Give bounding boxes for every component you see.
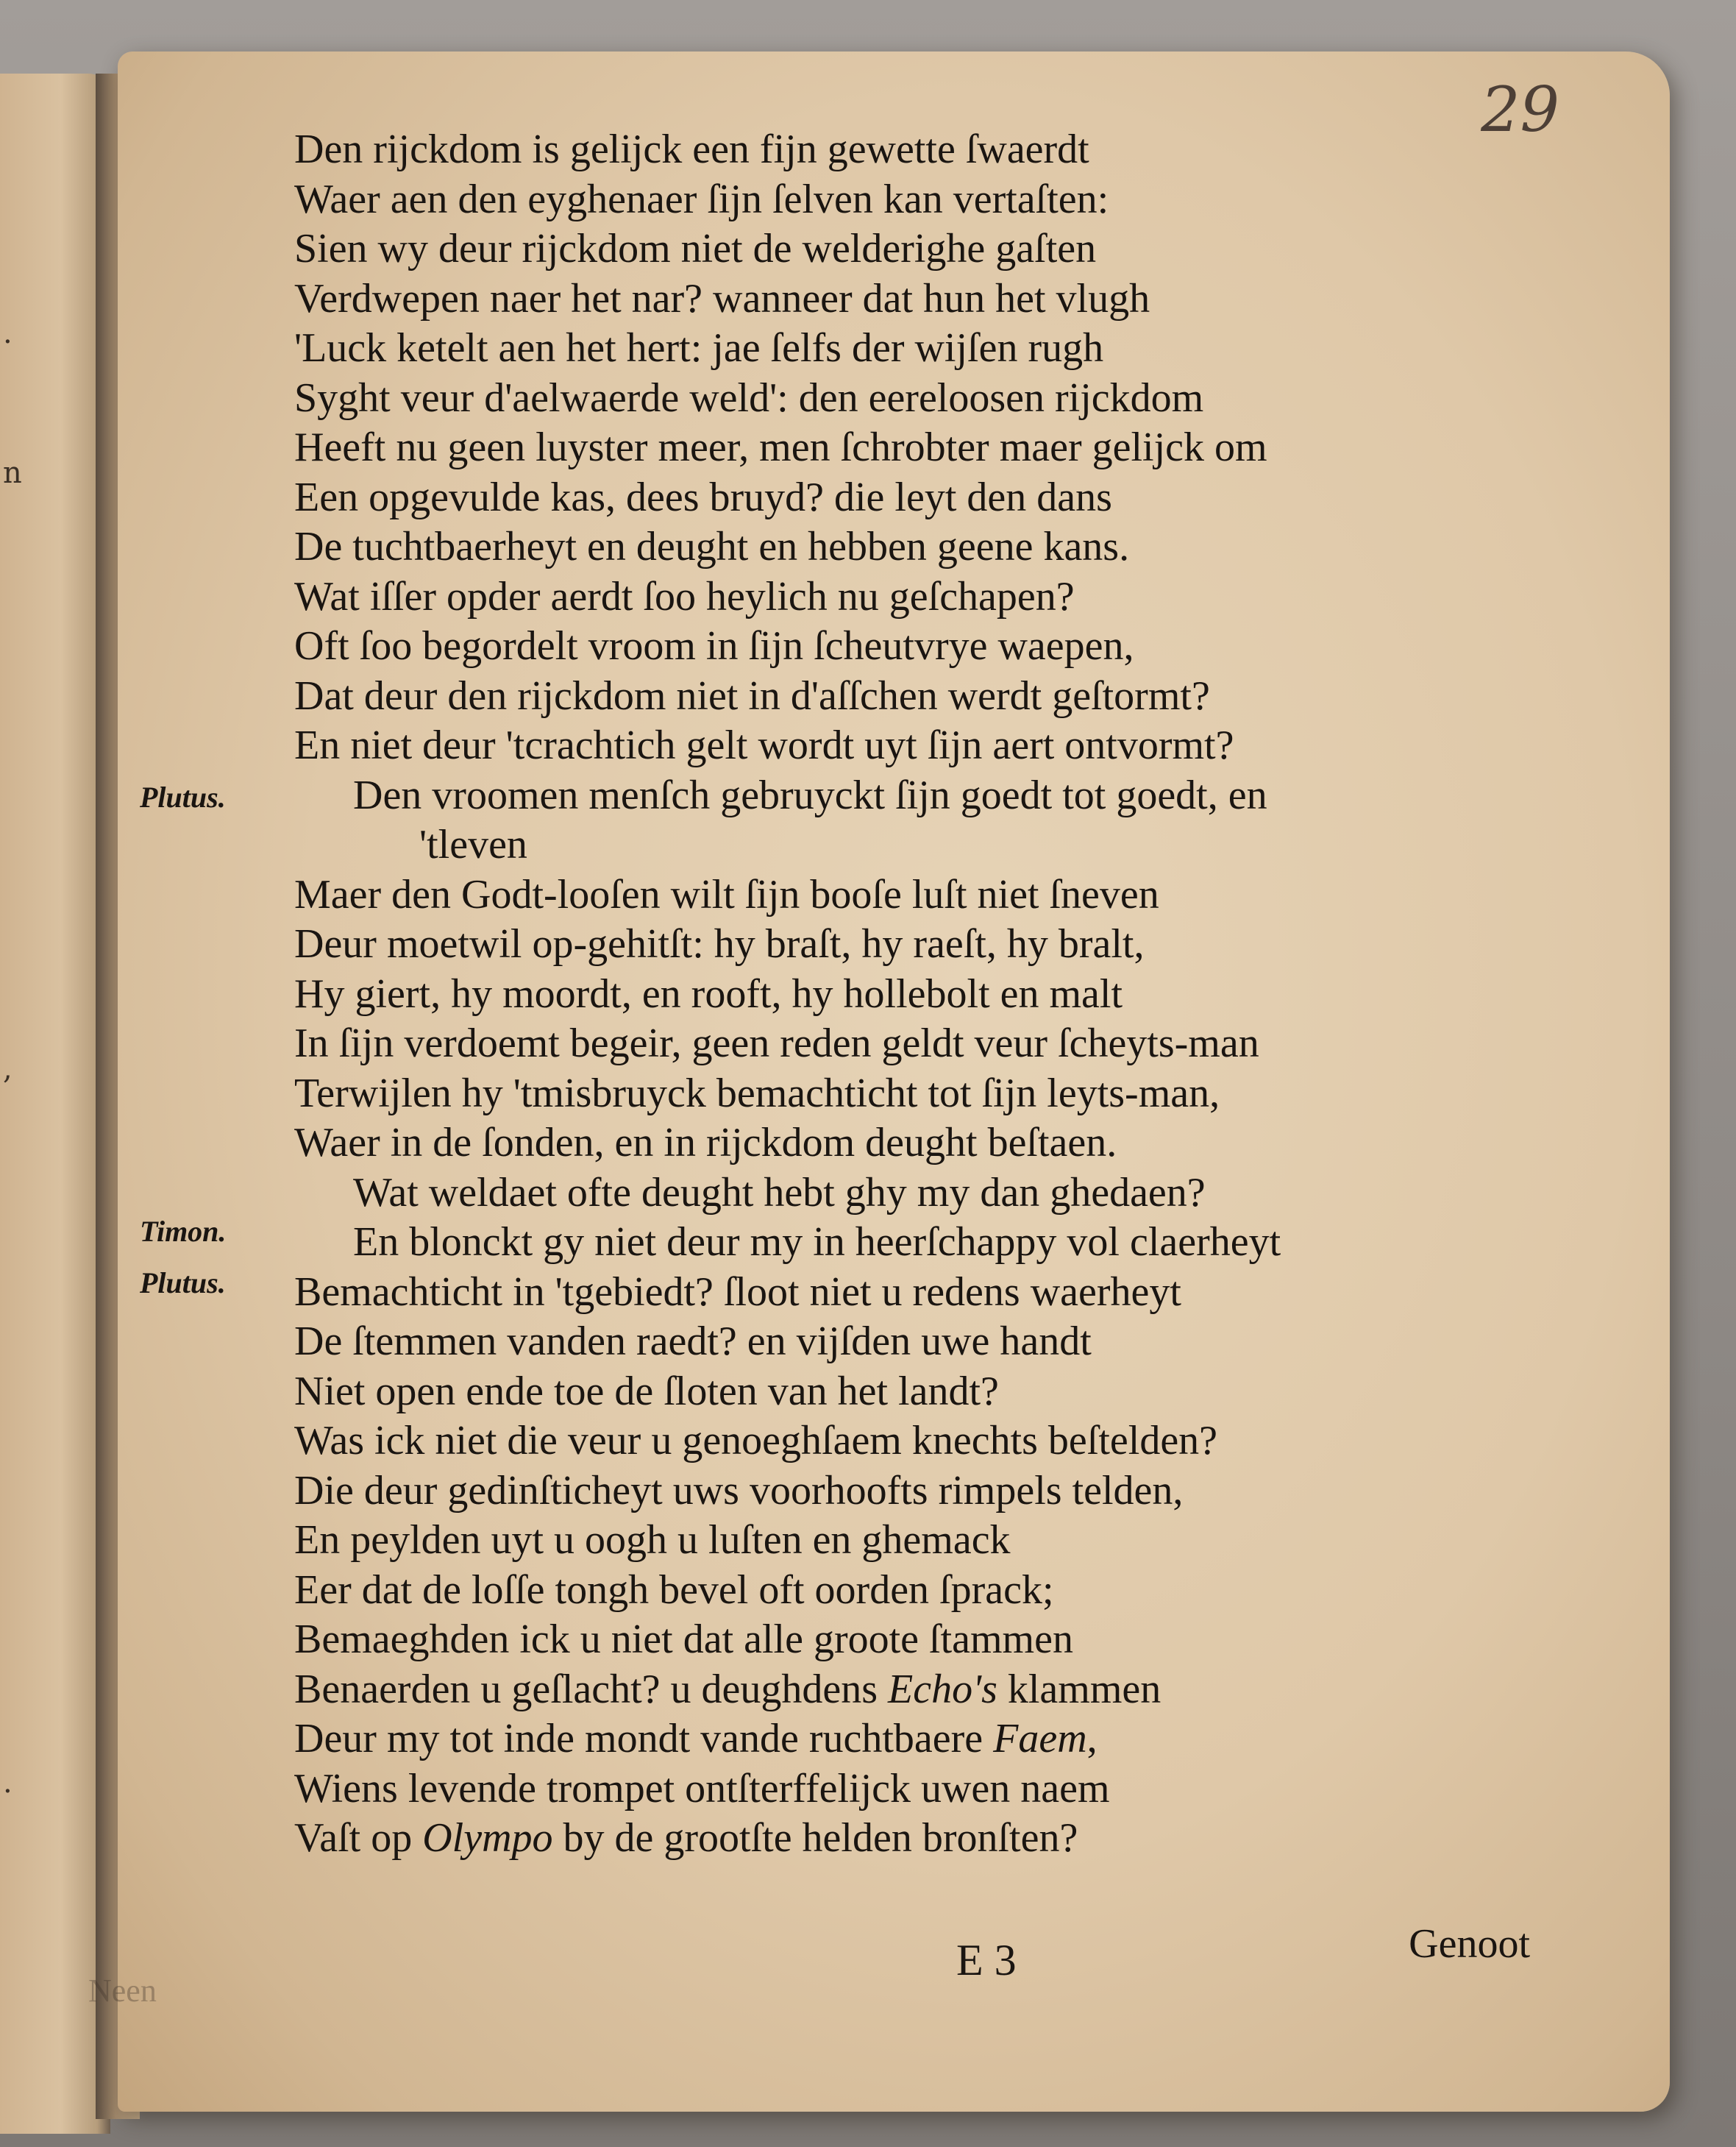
signature-mark: E 3 xyxy=(956,1936,1017,1984)
verse-line: Syght veur d'aelwaerde weld': den eereloosen rijckdom xyxy=(294,375,1204,421)
left-page-mark: n xyxy=(3,456,22,490)
catchword: Genoot xyxy=(1409,1921,1530,1967)
verse-line: De tuchtbaerheyt en deught en hebben geene kans. xyxy=(294,524,1130,569)
verse-segment: , xyxy=(1086,1716,1098,1761)
verse-line: Wat iſſer opder aerdt ſoo heylich nu geſchapen? xyxy=(294,573,1075,620)
verse-segment: klammen xyxy=(997,1666,1162,1712)
verse-line: Wat weldaet ofte deught hebt ghy my dan ghedaen? xyxy=(353,1169,1206,1216)
verse-line: Bemachticht in 'tgebiedt? ſloot niet u redens waerheyt xyxy=(294,1268,1181,1315)
verse-line: Waer in de ſonden, en in rijckdom deught beſtaen. xyxy=(294,1120,1117,1165)
verse-line: Een opgevulde kas, dees bruyd? die leyt den dans xyxy=(294,474,1112,520)
verse-italic: Faem xyxy=(993,1716,1087,1761)
speaker-label-plutus: Plutus. xyxy=(140,781,226,814)
verse-segment: Benaerden u geſlacht? u deughdens xyxy=(294,1666,889,1712)
verse-line: Den vroomen menſch gebruyckt ſijn goedt tot goedt, en xyxy=(353,772,1267,818)
verse-line: Hy giert, hy moordt, en rooft, hy hollebolt en malt xyxy=(294,970,1123,1017)
verse-line: Sien wy deur rijckdom niet de welderighe gaſten xyxy=(294,226,1097,272)
verse-line xyxy=(294,1665,1618,1715)
verse-line: Bemaeghden ick u niet dat alle groote ſtammen xyxy=(294,1617,1073,1662)
speaker-label-timon: Timon. xyxy=(140,1215,227,1248)
verse-line: Niet open ende toe de ſloten van het landt? xyxy=(294,1368,999,1414)
verse-line: Was ick niet die veur u genoeghſaem knechts beſtelden? xyxy=(294,1418,1218,1463)
book-page xyxy=(118,52,1670,2112)
verse-line: De ſtemmen vanden raedt? en vijſden uwe handt xyxy=(294,1319,1092,1364)
left-page-mark: , xyxy=(3,1052,13,1086)
verse-italic: Echo's xyxy=(888,1666,997,1712)
speaker-label-plutus: Plutus. xyxy=(140,1266,226,1299)
verse-line: Verdwepen naer het nar? wanneer dat hun het vlugh xyxy=(294,275,1150,322)
verse-line: Die deur gedinſticheyt uws voorhoofts rimpels telden, xyxy=(294,1467,1184,1513)
verse-segment: Deur my tot inde mondt vande ruchtbaere xyxy=(294,1716,994,1761)
verse-line: En niet deur 'tcrachtich gelt wordt uyt ſijn aert ontvormt? xyxy=(294,723,1234,768)
verse-line: Wiens levende trompet ontſterffelijck uwen naem xyxy=(294,1765,1110,1811)
verse-line: Maer den Godt-looſen wilt ſijn booſe luſt niet ſneven xyxy=(294,871,1159,918)
verse-line-continuation: 'tleven xyxy=(419,822,527,867)
verse-line: Dat deur den rijckdom niet in d'aſſchen werdt geſtormt? xyxy=(294,673,1210,719)
left-page-mark: . xyxy=(3,1766,13,1800)
verse-line: In ſijn verdoemt begeir, geen reden geldt veur ſcheyts-man xyxy=(294,1021,1259,1066)
verse-segment: Vaſt op xyxy=(294,1815,423,1861)
verse-line: Terwijlen hy 'tmisbruyck bemachticht tot ſijn leyts-man, xyxy=(294,1070,1220,1116)
verse-line: En blonckt gy niet deur my in heerſchappy vol claerheyt xyxy=(353,1219,1281,1265)
verse-segment: by de grootſte helden bronſten? xyxy=(552,1815,1078,1861)
verse-line xyxy=(294,1814,1618,1864)
folio-number: 29 xyxy=(1481,74,1559,146)
verse-line: Heeft nu geen luyster meer, men ſchrobter maer gelijck om xyxy=(294,425,1267,470)
verse-line: Den rijckdom is gelijck een fijn gewette ſwaerdt xyxy=(294,127,1089,172)
left-page-mark: . xyxy=(3,316,13,350)
verse-line xyxy=(294,1714,1618,1764)
verse-line: Oft ſoo begordelt vroom in ſijn ſcheutvrye waepen, xyxy=(294,623,1134,669)
verse-line: Deur moetwil op-gehitſt: hy braſt, hy raeſt, hy bralt, xyxy=(294,921,1145,967)
verse-line: Waer aen den eyghenaer ſijn ſelven kan vertaſten: xyxy=(294,176,1109,222)
bleed-through-text: Neen xyxy=(88,1973,157,2009)
previous-page-edge xyxy=(0,74,110,2134)
verse-line: 'Luck ketelt aen het hert: jae ſelfs der wijſen rugh xyxy=(294,325,1104,371)
verse-line: Eer dat de loſſe tongh bevel oft oorden ſprack; xyxy=(294,1566,1054,1613)
verse-line: En peylden uyt u oogh u luſten en ghemack xyxy=(294,1517,1011,1563)
verse-text xyxy=(294,125,1618,1864)
verse-italic: Olympo xyxy=(422,1815,553,1861)
